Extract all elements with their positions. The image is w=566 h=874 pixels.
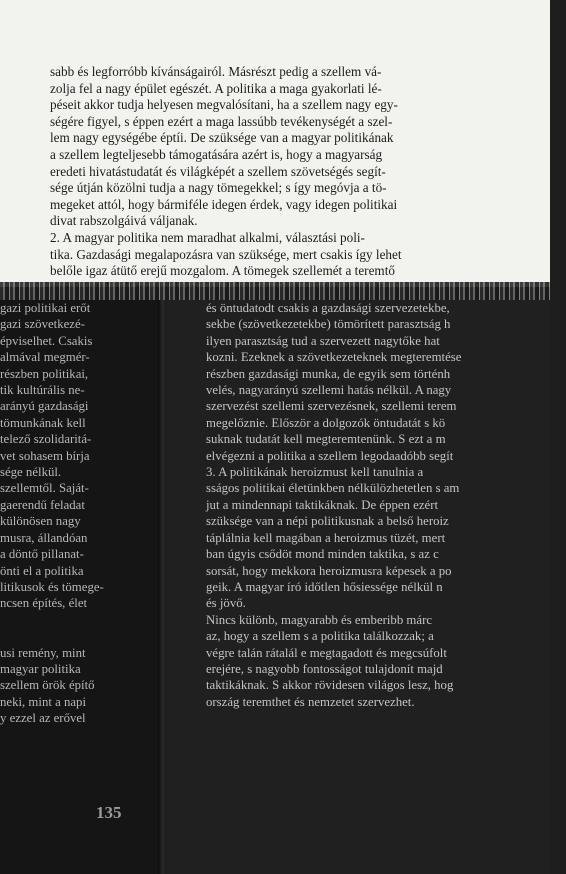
page-number: 135 [96,803,122,822]
top-page-text: sabb és legforróbb kívánságairól. Másrészt pedig a szellem vá- zolja fel a nagy épület egészét. A politika a maga gyakorlati lé- péseit akkor tudja helyesen megvalósítani, ha a szellem nagy egy- ségére figyel, s éppen ezért a maga lassúbb tevékenységét a szel- lem nagy egységébe éptíi. De szüksége van a magyar politikának a szellem legteljesebb támogatására azért is, hogy a magyarság eredeti hivatástudatát és világképét a szellem szövetségés segít- sége útján közölni tudja a nagy tömegekkel; s így megóvja a tö- megeket attól, hogy bármiféle idegen érdek, vagy idegen politikai divat rabszolgáivá váljanak. 2. A magyar politika nem maradhat alkalmi, választási poli- tika. Gazdasági megalapozásra van szüksége, mert csakis így lehet belőle igaz átütő erejű mozgalom. A tömegek szellemét a teremtő [50,64,402,279]
left-page [0,300,160,874]
top-page [0,0,550,287]
right-page [166,300,550,874]
right-page-text: és öntudatodt csakis a gazdasági szervezetekbe, sekbe (szövetkezetekbe) tömörített parasztság h ilyen parasztság tud a szervezett nagytőke hat kozni. Ezeknek a szövetkezeteknek megteremtése részben gazdasági munka, de egyik sem történh velés, nagyarányú szellemi hatás nélkül. A nagy szervezést szellemi szervezésnek, szellemi terem megelőznie. Először a dolgozók öntudatát s kö suknak tudatát kell megteremtenünk. S ezt a m elvégezni a politika a szellem legodaadóbb segít 3. A politikának heroizmust kell tanulnia a sságos politikai életünkben nélkülözhetetlen s am jut a mindennapi taktikáknak. De éppen ezért szüksége van a népi politikusnak a belső heroiz táplálnia kell magában a heroizmus tüzét, mert ban úgyis csődöt mond minden taktika, s az c sorsát, hogy mekkora heroizmusra képesek a po geik. A magyar író időtlen hősiessége nélkül n és jövő. Nincs különb, magyarabb és emberibb márc az, hogy a szellem s a politika találkozzak; a végre talán rátalál e megtagadott és megcsúfolt erejére, s nagyobb fontosságot tulajdonít majd taktikáknak. S akkor rövidesen világos lesz, hog ország teremthet és nemzetet szervezhet. [206,301,462,709]
left-page-text: gazi politikai erőt gazi szövetkezé- épviselhet. Csakis almával megmér- részben politikai, tik kultúrális ne- arányú gazdasági tömunkának kell telező szolidaritá- vet sohasem bírja sége nélkül. szellemtől. Saját- gaerendű feladat különösen nagy musra, állandóan a döntő pillanat- önti el a politika litikusok és tömege- ncsen építés, élet usi remény, mint magyar politika szellem örök építő neki, mint a napi y ezzel az erővel [0,301,104,726]
